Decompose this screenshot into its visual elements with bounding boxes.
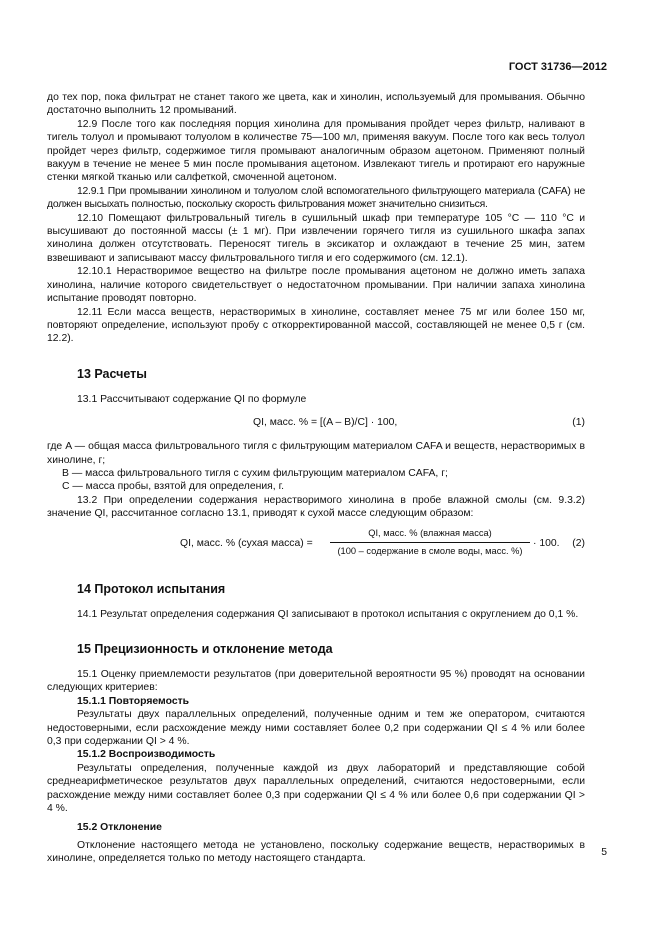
paragraph-12-10: 12.10 Помещают фильтровальный тигель в сушильный шкаф при температуре 105 °С — 110 °С и высушивают до постоянной массы (± 1 мг). При извлечении горячего тигля из сушильного шкафа запах хинолина должен отсутствовать. Переносят тигель в эксикатор и охлаждают в течение 25 мин, затем взвешивают и записывают массу фильтровального тигля и его содержимого (см. 12.1).: [47, 212, 585, 264]
section-13-title: 13 Расчеты: [77, 366, 147, 381]
paragraph-12-10-1: 12.10.1 Нерастворимое вещество на фильтре после промывания ацетоном не должно иметь запаха хинолина, наличие которого свидетельствует о недостаточном промывании. При наличии запаха хинолина испытание проводят повторно.: [47, 266, 585, 305]
paragraph-15-1-1: Результаты двух параллельных определений, полученные одним и тем же оператором, считаются недостоверными, если расхождение между ними составляет более 0,2 при содержании QI ≤ 4 % или более 0,3 при содержании QI > 4 %.: [47, 709, 585, 747]
paragraph-15-1: 15.1 Оценку приемлемости результатов (при доверительной вероятности 95 %) проводят на основании следующих критериев:: [47, 668, 585, 694]
where-b: B — масса фильтровального тигля с сухим фильтрующим материалом CAFA, г;: [62, 467, 448, 479]
where-a-label: где A —: [47, 441, 86, 453]
formula-2-denominator: (100 – содержание в смоле воды, масс. %): [337, 545, 523, 556]
paragraph-15-1-2: Результаты определения, полученные каждой из двух лабораторий и представляющие собой среднеарифметическое результатов двух параллельных определений, считаются недостоверными, если расхождение между ними составляет более 0,3 при содержании QI ≤ 4 % или более 0,6 при содержании QI > 4 %.: [47, 762, 585, 815]
formula-1-expression: QI, масс. % = [(A – B)/C] · 100,: [253, 417, 398, 429]
paragraph-12-11: 12.11 Если масса веществ, нерастворимых в хинолине, составляет менее 75 мг или более 150 мг, повторяют определение, используют пробу с откорректированной массой, составляющей не менее 0,5 г (см. 12.2).: [47, 306, 585, 345]
formula-2-numerator: QI, масс. % (влажная масса): [330, 527, 530, 543]
document-body: [47, 91, 585, 866]
paragraph-12-9-1: 12.9.1 При промывании хинолином и толуолом слой вспомогательного фильтрующего материала (CAFA) не должен высыхать полностью, поскольку скорость фильтрования может значительно снизиться.: [47, 185, 585, 211]
paragraph-15-2: Отклонение настоящего метода не установлено, поскольку содержание веществ, нерастворимых в хинолине, определяется только по методу настоящего стандарта.: [47, 839, 585, 865]
formula-1: [47, 415, 585, 431]
document-id: ГОСТ 31736—2012: [508, 61, 607, 73]
formula-2-lhs: QI, масс. % (сухая масса) =: [180, 537, 313, 549]
where-c: C — масса пробы, взятой для определения, г.: [62, 481, 284, 493]
paragraph-continuation: до тех пор, пока фильтрат не станет такого же цвета, как и хинолин, используемый для промывания. Обычно достаточно выполнить 12 промываний.: [47, 92, 585, 117]
formula-2-number: (2): [572, 537, 585, 549]
section-14-title: 14 Протокол испытания: [77, 581, 226, 596]
paragraph-14-1: 14.1 Результат определения содержания QI записывают в протокол испытания с округлением до 0,1 %.: [77, 608, 579, 620]
page-number: 5: [601, 847, 607, 858]
where-a-text: общая масса фильтровального тигля с фильтрующим материалом CAFA и веществ, нерастворимых в хинолине, г;: [47, 441, 586, 466]
where-a: [47, 440, 585, 467]
paragraph-13-1: 13.1 Рассчитывают содержание QI по формуле: [77, 393, 307, 405]
formula-2: [47, 527, 585, 561]
formula-2-fraction: [330, 527, 530, 558]
heading-15-1-2: 15.1.2 Воспроизводимость: [77, 749, 216, 761]
section-15-title: 15 Прецизионность и отклонение метода: [77, 641, 333, 656]
heading-15-2: 15.2 Отклонение: [77, 822, 162, 834]
formula-1-number: (1): [572, 417, 585, 429]
formula-2-tail: · 100.: [533, 537, 560, 549]
heading-15-1-1: 15.1.1 Повторяемость: [77, 695, 190, 707]
paragraph-13-2: 13.2 При определении содержания нерастворимого хинолина в пробе влажной смолы (см. 9.3.2) значение QI, рассчитанное согласно 13.1, приводят к сухой массе следующим образом:: [47, 494, 585, 520]
paragraph-12-9: 12.9 После того как последняя порция хинолина для промывания пройдет через фильтр, наливают в тигель толуол и промывают толуолом в количестве 75—100 мл, применяя вакуум. После того как весь толуол пройдет через фильтр, содержимое тигля промывают аналогичным образом ацетоном. Применяют полный вакуум в течение не менее 5 мин после промывания ацетоном. Извлекают тигель и протирают его наружные стенки мягкой тканью или салфеткой, смоченной ацетоном.: [47, 118, 585, 184]
